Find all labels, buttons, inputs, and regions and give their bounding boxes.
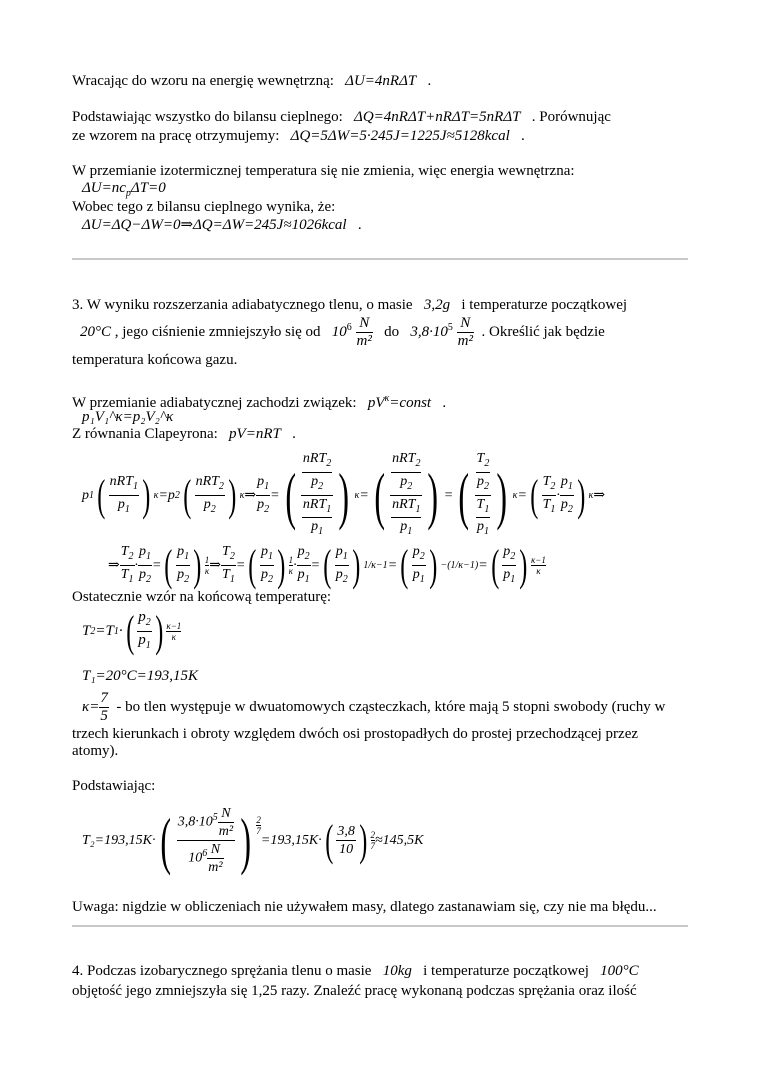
equation: ΔU=4nRΔT	[345, 73, 417, 89]
text: . Określić jak będzie	[481, 323, 605, 340]
t2-calculation: T₂=193,15K· ( $3,8\cdot 10^5$ $\frac{N}{\text{m²}}$ $10^6$ $\frac{N}{\text{m²}}$ ) $\frac{2}{7}$ =193,15K· ( 3,8 10 ) $\frac{2}{7}$ ≈145,5K	[82, 804, 424, 876]
text: Podstawiając wszystko do bilansu cieplnego:	[72, 109, 343, 125]
eq-sub: p	[125, 188, 131, 199]
text: , jego ciśnienie zmniejszyło się od	[114, 323, 321, 340]
final-formula: T 2 =T 1 · ( $p_2$ $p_1$ ) κ−1 κ	[82, 606, 182, 656]
kappa-line-2: trzech kierunkach i obroty względem dwóch osi prostopadłych do prostej przechodzącej przez	[72, 726, 639, 742]
line-clapeyron	[72, 425, 296, 444]
t1-value: T₁=20°C=193,15K	[82, 668, 199, 684]
equation-pv: p₁V₁^κ=p₂V₂^κ	[82, 409, 174, 425]
line-heat-balance-result: Wobec tego z bilansu cieplnego wynika, że:	[72, 199, 336, 215]
problem-3-line-3: temperatura końcowa gazu.	[72, 352, 238, 368]
line-isothermal: W przemianie izotermicznej temperatura się nie zmienia, więc energia wewnętrzna:	[72, 163, 575, 179]
result: ≈145,5K	[375, 832, 424, 848]
unit-fraction	[356, 315, 373, 350]
kappa-fraction: $\frac{7}{5}$	[100, 690, 108, 724]
text: .	[521, 128, 525, 144]
text: 3. W wyniku rozszerzania adiabatycznego tlenu, o masie	[72, 297, 413, 313]
eq-part: =193,15K·	[260, 832, 322, 848]
pressure-from: 10	[331, 323, 347, 340]
eq-part: ΔT=0	[130, 180, 166, 196]
kappa: κ=	[82, 699, 100, 715]
note: Uwaga: nigdzie w obliczeniach nie używałem masy, dlatego zastanawiam się, czy nie ma błędu...	[72, 899, 657, 915]
text: ze wzorem na pracę otrzymujemy:	[72, 128, 280, 144]
text: 4. Podczas izobarycznego sprężania tlenu o masie	[72, 963, 372, 979]
kappa-line	[82, 690, 665, 725]
text: .	[292, 426, 296, 442]
problem-4-line-2: objętość jego zmniejszyła się 1,25 razy. Znaleźć pracę wykonaną podczas sprężania oraz ilość	[72, 983, 637, 999]
line-work-compare	[72, 127, 525, 146]
eq-part: T₂=193,15K·	[82, 832, 156, 848]
temperature: 20°C	[80, 323, 112, 340]
eq: pV=nRT	[229, 426, 281, 442]
exp: 6	[346, 321, 352, 333]
separator	[72, 925, 688, 927]
temperature: 100°C	[600, 963, 639, 979]
num: N	[356, 315, 373, 333]
kappa-line-3: atomy).	[72, 743, 119, 759]
text: do	[384, 323, 400, 340]
text: . Porównując	[531, 109, 611, 125]
line-final-eq	[82, 216, 362, 235]
big-fraction: $3,8\cdot 10^5$ $\frac{N}{\text{m²}}$ $10^6$ $\frac{N}{\text{m²}}$	[177, 805, 234, 875]
text: i temperaturze początkowej	[461, 297, 628, 313]
mass: 3,2g	[423, 297, 451, 313]
text: .	[442, 395, 447, 411]
eq: =const	[389, 395, 432, 411]
line-heat-balance	[72, 108, 611, 127]
problem-4-line-1	[72, 962, 639, 981]
problem-3-line-1	[72, 296, 627, 315]
line-internal-energy	[72, 72, 431, 91]
problem-3-line-2	[80, 315, 605, 350]
text: .	[357, 217, 362, 233]
derivation-line-1: p 1 ( nRT$_1$ $p_1$ ) κ =p 2 ( nRT$_2$ $p_2$ ) κ ⇒ $p_1$ $p_2$ = ( nRT$_2$ $p_2$ nRT$_1$ $p_1$ ) κ = ( nRT$_2$ $p_2$ nRT$_1$ $p_1$ ) = ( $\frac{T_2}{p_2}$ $\frac{T_1}{p_1}$ ) κ = ( $T_2$ $T_1$ · $p_1$ $p_2$ ) κ ⇒	[82, 450, 606, 538]
separator	[72, 258, 688, 260]
pressure-to: 3,8·10	[410, 323, 448, 340]
line-final-formula-intro: Ostatecznie wzór na końcową temperaturę:	[72, 589, 332, 605]
subst-label: Podstawiając:	[72, 778, 156, 794]
eq-part: ΔU=nc	[82, 180, 126, 196]
unit-fraction	[457, 315, 474, 350]
mass: 10kg	[382, 963, 412, 979]
equation: ΔQ=4nRΔT+nRΔT=5nRΔT	[354, 109, 521, 125]
derivation-line-2: ⇒ $T_2$ $T_1$ · $p_1$ $p_2$ = ( $p_1$ $p_2$ ) 1 κ ⇒ $T_2$ $T_1$ = ( $p_1$ $p_2$ ) 1 κ · $p_2$ $p_1$ = ( $p_1$ $p_2$ ) 1/κ−1 = ( $p_2$ $p_1$ ) −(1/κ−1) = ( $p_2$ $p_1$ ) κ−1 κ	[108, 540, 546, 590]
text: W przemianie adiabatycznej zachodzi związek:	[72, 395, 357, 411]
text: .	[427, 73, 432, 89]
text: Z równania Clapeyrona:	[72, 426, 218, 442]
exp: 5	[447, 321, 453, 333]
den: m²	[457, 333, 473, 349]
text: Wracając do wzoru na energię wewnętrzną:	[72, 73, 334, 89]
den: m²	[356, 333, 372, 349]
text: - bo tlen występuje w dwuatomowych cząsteczkach, które mają 5 stopni swobody (ruchy w	[116, 699, 666, 715]
exp: κ	[384, 393, 390, 404]
eq: pV	[367, 395, 385, 411]
text: i temperaturze początkowej	[423, 963, 589, 979]
num: N	[457, 315, 474, 333]
equation: ΔQ=5ΔW=5·245J=1225J≈5128kcal	[290, 128, 510, 144]
equation: ΔU=ΔQ−ΔW=0⇒ΔQ=ΔW=245J≈1026kcal	[82, 217, 347, 233]
